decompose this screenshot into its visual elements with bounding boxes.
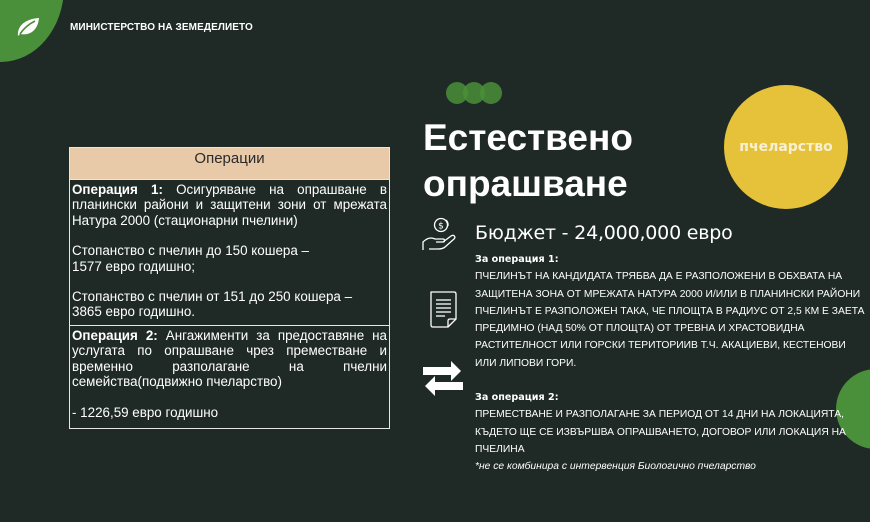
- operation-2-item-1: - 1226,59 евро годишно: [72, 404, 219, 420]
- operation-1-item-1: Стопанство с пчелин до 150 кошера – 1577 евро годишно;: [72, 243, 309, 274]
- svg-text:$: $: [438, 221, 444, 232]
- operation-1-requirement-2: ПЧЕЛИНЪТ Е РАЗПОЛОЖЕН ТАКА, ЧЕ ПЛОЩТА В РАДИУС ОТ 2,5 КМ Е ЗАЕТА ПРЕДИМНО (НАД 50% ОТ ПЛОЩТА) ОТ ТРЕВНА И ХРАСТОВИДНА РАСТИТЕЛНОСТ ИЛИ ГОРСКИ ТЕРИТОРИИВ Т.Ч. АКАЦИЕВИ, КЕСТЕНОВИ ИЛИ ЛИПОВИ ГОРИ.: [475, 305, 865, 369]
- decorative-dots: [446, 82, 506, 106]
- category-badge: [724, 85, 848, 209]
- operation-1-requirements-label: За операция 1:: [475, 254, 559, 265]
- page-title: [423, 115, 633, 207]
- operation-2-description: Ангажименти за предоставяне на услугата по опрашване чрез преместване и временно разполагане на пчелни семейства(подвижно пчеларство): [72, 328, 387, 390]
- operation-1-description: Осигуряване на опрашване в планински райони и защитени зони от мрежата Натура 2000 (стационарни пчелини): [72, 182, 387, 228]
- document-icon: [428, 290, 458, 330]
- operation-1-cell: [70, 180, 389, 325]
- operation-1-requirement-1: ПЧЕЛИНЪТ НА КАНДИДАТА ТРЯБВА ДА Е РАЗПОЛОЖЕНИ В ОБХВАТА НА ЗАЩИТЕНА ЗОНА ОТ МРЕЖАТА НАТУРА 2000 И/ИЛИ В ПЛАНИНСКИ РАЙОНИ: [475, 271, 861, 300]
- operation-2-label: Операция 2:: [72, 328, 158, 343]
- title-line-2: опрашване: [423, 163, 628, 204]
- ministry-name: МИНИСТЕРСТВО НА ЗЕМЕДЕЛИЕТО: [70, 22, 253, 33]
- operations-table-header: Операции: [70, 148, 389, 180]
- title-line-1: Естествено: [423, 117, 633, 158]
- operation-2-requirement: ПРЕМЕСТВАНЕ И РАЗПОЛАГАНЕ ЗА ПЕРИОД ОТ 14 ДНИ НА ЛОКАЦИЯТА, КЪДЕТО ЩЕ СЕ ИЗВЪРШВА ОПРАШВАНЕТО, ДОГОВОР ИЛИ ЛОКАЦИЯ НА ПЧЕЛИНА: [475, 409, 846, 455]
- category-badge-label: пчеларство: [739, 139, 833, 155]
- exchange-arrows-icon: [421, 360, 465, 400]
- combination-note: *не се комбинира с интервенция Биологично пчеларство: [475, 461, 756, 473]
- requirements-section: [475, 251, 870, 476]
- operations-table: [69, 147, 390, 429]
- operation-1-label: Операция 1:: [72, 182, 163, 197]
- operation-1-item-2: Стопанство с пчелин от 151 до 250 кошера – 3865 евро годишно.: [72, 289, 353, 320]
- money-hand-icon: [421, 216, 459, 254]
- operation-2-cell: [70, 325, 389, 428]
- operation-2-requirements-label: За операция 2:: [475, 392, 559, 404]
- budget-amount: Бюджет - 24,000,000 евро: [475, 222, 733, 244]
- leaf-icon: [15, 16, 41, 38]
